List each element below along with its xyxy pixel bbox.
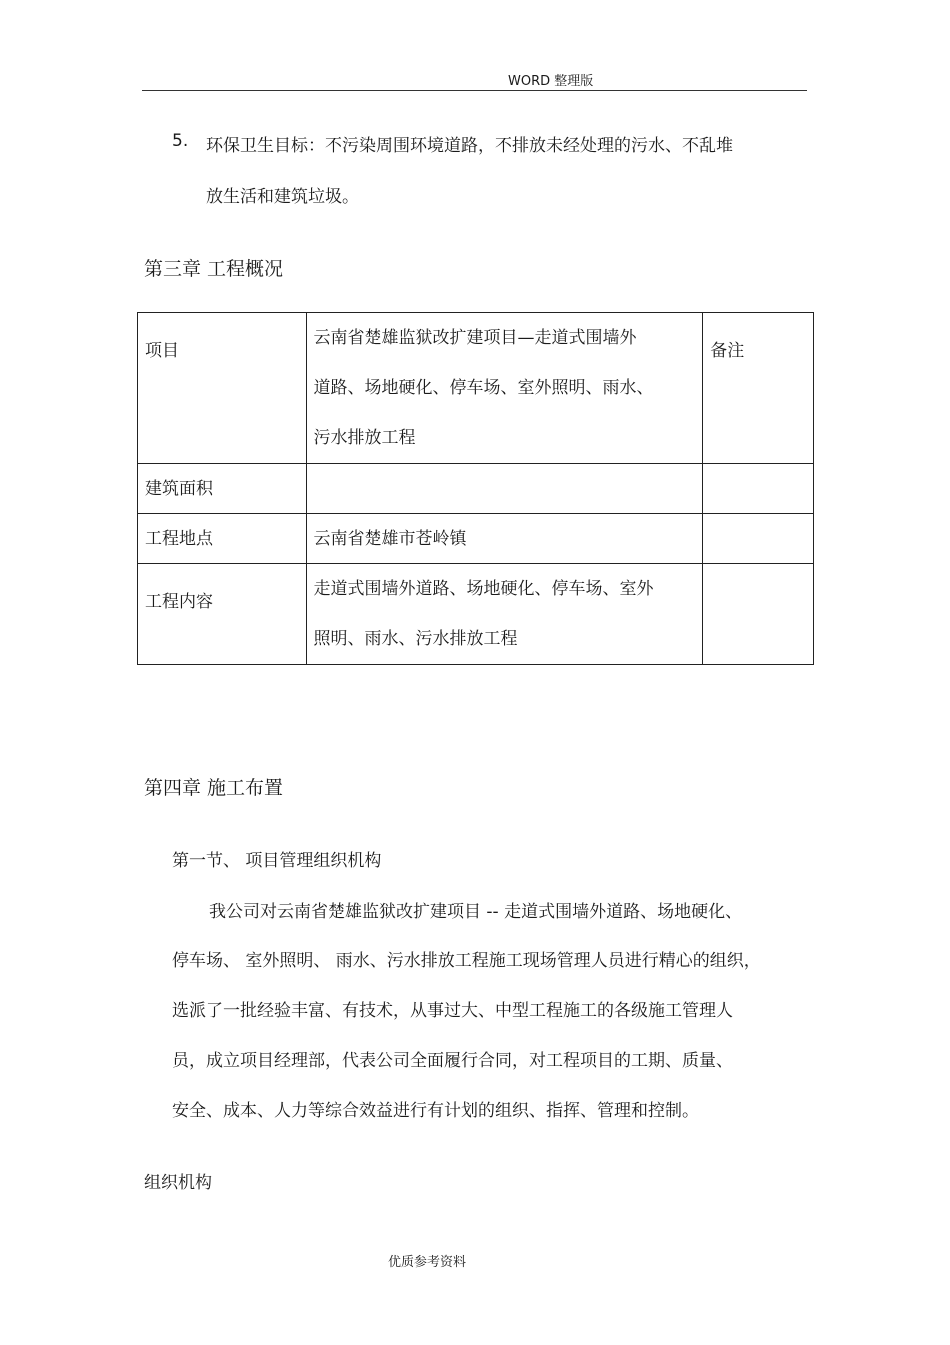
goal-number: 5. (172, 131, 189, 151)
table-row (138, 464, 814, 514)
table-row (138, 564, 814, 665)
project-overview-table (137, 312, 814, 665)
page-header: WORD 整理版 (508, 74, 594, 89)
chapter-4-title: 第四章 施工布置 (144, 777, 284, 799)
paragraph-line: 我公司对云南省楚雄监狱改扩建项目 -- 走道式围墙外道路、场地硬化、 (209, 902, 743, 922)
cell-content (306, 564, 703, 665)
org-structure-heading: 组织机构 (144, 1173, 212, 1193)
cell-content-line: 道路、场地硬化、停车场、室外照明、雨水、 (313, 378, 654, 398)
goal-line-1: 环保卫生目标：不污染周围环境道路，不排放未经处理的污水、不乱堆 (206, 136, 733, 156)
cell-note: 备注 (703, 313, 814, 464)
cell-content (306, 464, 703, 514)
page-footer: 优质参考资料 (388, 1255, 467, 1270)
cell-note (703, 514, 814, 564)
cell-content-line: 云南省楚雄监狱改扩建项目—走道式围墙外 (313, 328, 637, 348)
table-row (138, 514, 814, 564)
cell-content (306, 313, 703, 464)
chapter-3-title: 第三章 工程概况 (144, 258, 284, 280)
paragraph-line: 员，成立项目经理部，代表公司全面履行合同，对工程项目的工期、质量、 (172, 1051, 733, 1071)
cell-label: 建筑面积 (138, 464, 307, 514)
header-rule (142, 90, 807, 91)
cell-note (703, 464, 814, 514)
paragraph-line: 选派了一批经验丰富、有技术，从事过大、中型工程施工的各级施工管理人 (172, 1001, 733, 1021)
cell-content-line: 污水排放工程 (313, 428, 416, 448)
paragraph-line: 停车场、 室外照明、 雨水、污水排放工程施工现场管理人员进行精心的组织， (172, 951, 761, 971)
cell-label: 工程内容 (138, 564, 307, 665)
cell-content-line: 走道式围墙外道路、场地硬化、停车场、室外 (313, 579, 654, 599)
cell-content: 云南省楚雄市苍岭镇 (306, 514, 703, 564)
paragraph-line: 安全、成本、人力等综合效益进行有计划的组织、指挥、管理和控制。 (172, 1101, 699, 1121)
goal-line-2: 放生活和建筑垃圾。 (206, 187, 359, 207)
cell-content-line: 照明、雨水、污水排放工程 (313, 629, 518, 649)
cell-label: 项目 (138, 313, 307, 464)
section-1-title: 第一节、 项目管理组织机构 (172, 851, 382, 871)
table-row (138, 313, 814, 464)
cell-label: 工程地点 (138, 514, 307, 564)
cell-note (703, 564, 814, 665)
